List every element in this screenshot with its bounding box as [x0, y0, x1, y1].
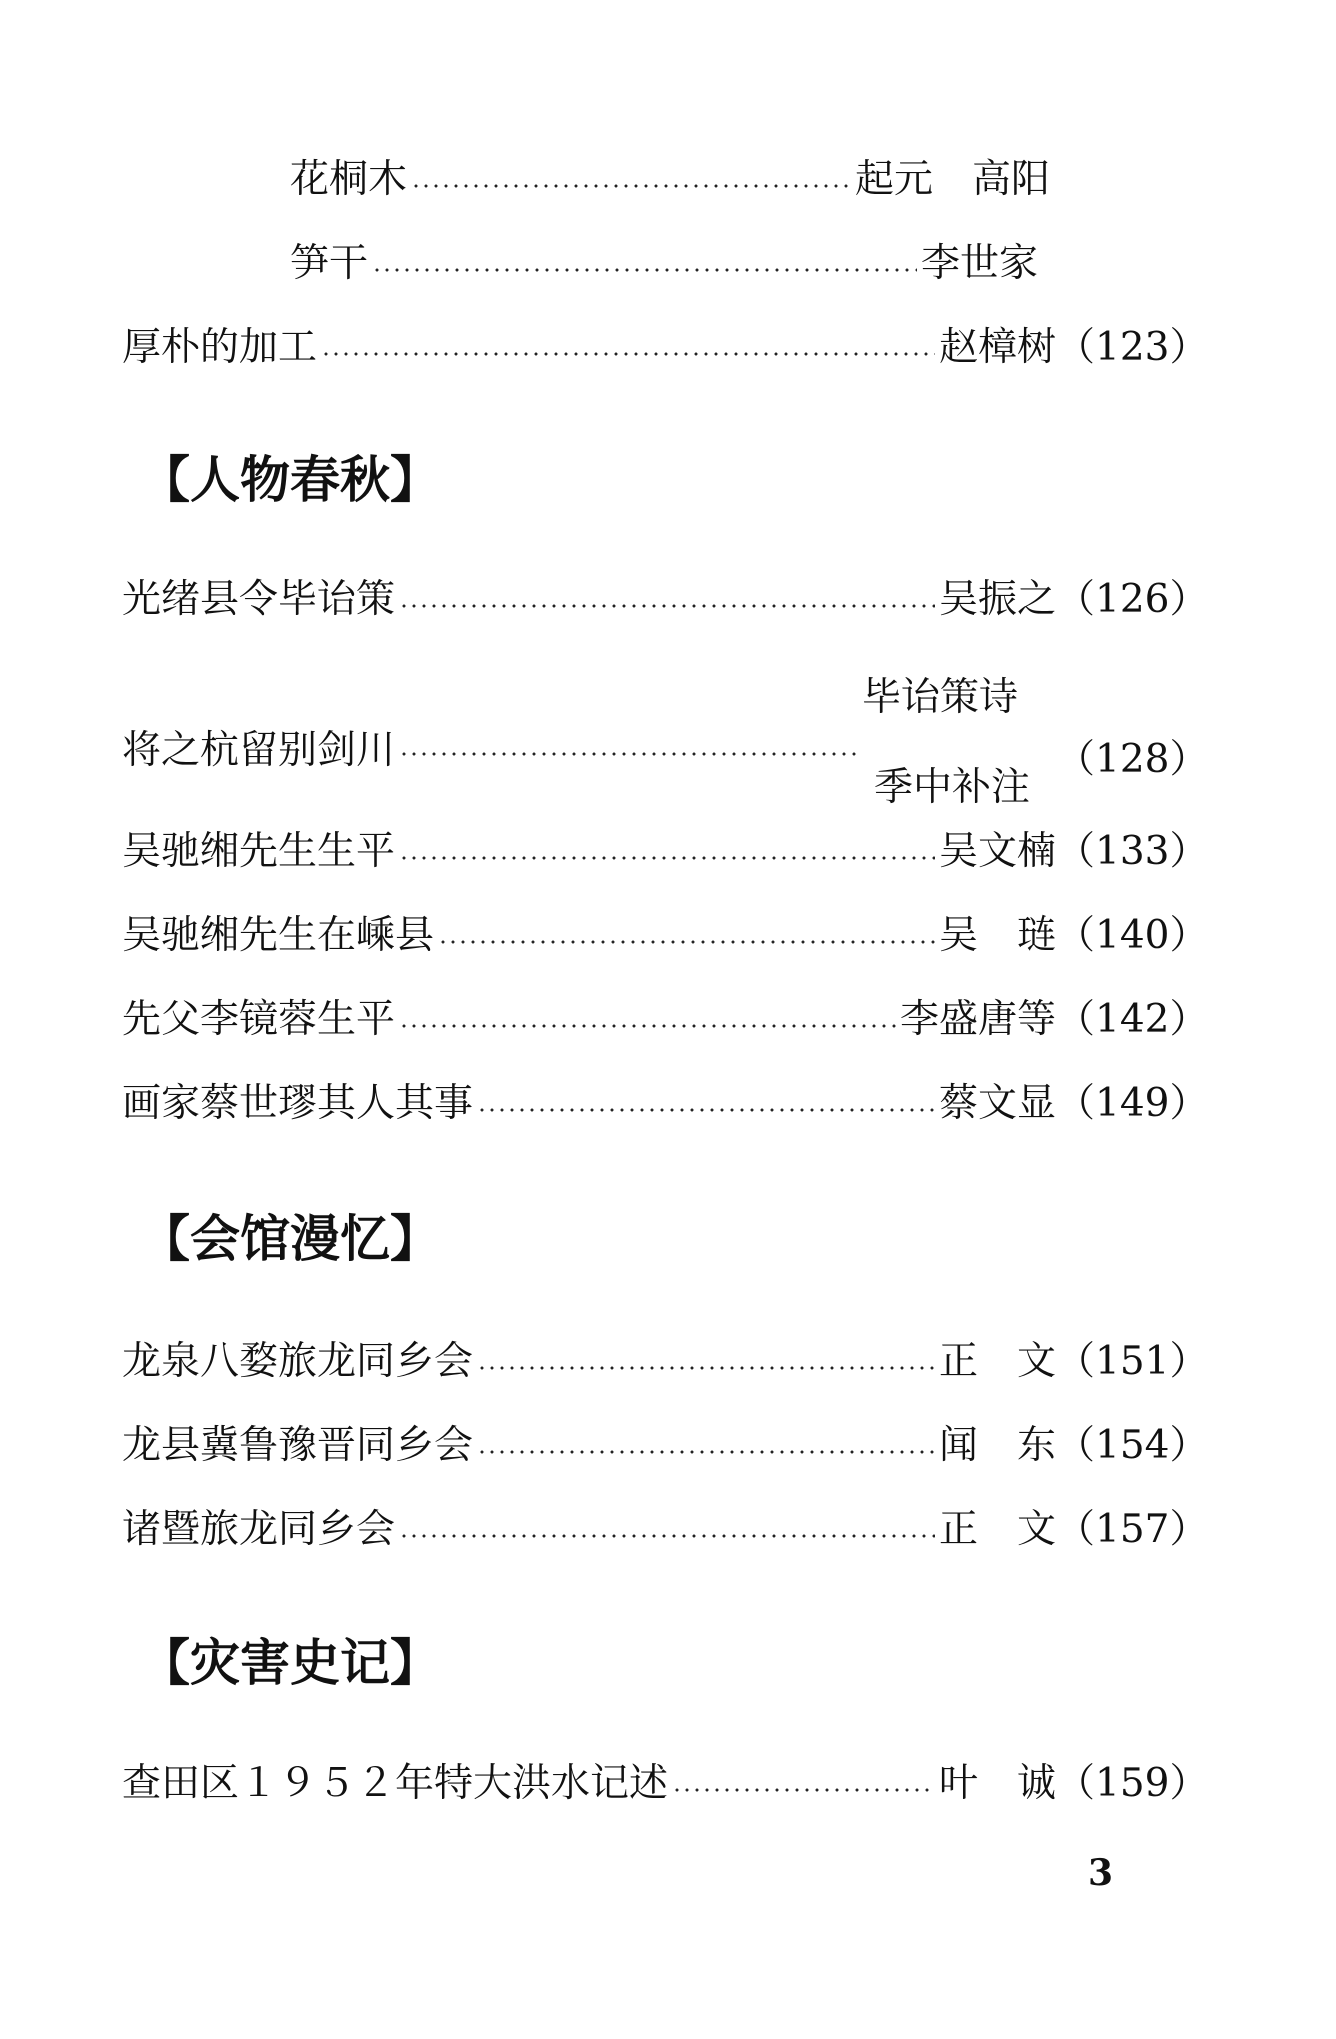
toc-entry: [122, 1752, 1209, 1814]
toc-entry: [290, 232, 1038, 294]
toc-entry: [122, 820, 1209, 882]
toc-entry: [122, 568, 1209, 630]
entry-title: 先父李镜蓉生平: [122, 996, 396, 1042]
dot-leader: [399, 856, 935, 860]
dot-leader: [399, 1024, 896, 1028]
dot-leader: [399, 1534, 935, 1538]
dot-leader: [477, 1366, 935, 1370]
dot-leader: [399, 752, 858, 756]
entry-title: 光绪县令毕诒策: [122, 576, 396, 622]
entry-page: （140）: [1056, 912, 1209, 958]
entry-author: 起元 高阳: [854, 156, 1050, 202]
entry-author: 吴振之: [938, 576, 1056, 622]
toc-entry: [290, 148, 1050, 210]
entry-title: 查田区１９５２年特大洪水记述: [122, 1760, 669, 1806]
entry-page: （151）: [1056, 1338, 1209, 1384]
entry-author-line2: 季中补注: [874, 765, 1031, 810]
entry-page: （123）: [1056, 324, 1209, 370]
entry-page: （154）: [1056, 1422, 1209, 1468]
section-heading: 【会馆漫忆】: [140, 1210, 440, 1268]
entry-title: 厚朴的加工: [122, 324, 318, 370]
dot-leader: [672, 1788, 935, 1792]
entry-title: 画家蔡世璆其人其事: [122, 1080, 474, 1126]
entry-page: （157）: [1056, 1506, 1209, 1552]
entry-author: 正 文: [938, 1506, 1056, 1552]
toc-entry: [122, 1330, 1209, 1392]
entry-author: 赵樟树: [938, 324, 1056, 370]
section-heading: 【灾害史记】: [140, 1634, 440, 1692]
entry-author: 闻 东: [938, 1422, 1056, 1468]
entry-page: （133）: [1056, 828, 1209, 874]
entry-author: 正 文: [938, 1338, 1056, 1384]
page-number: 3: [1088, 1852, 1114, 1894]
section-heading: 【人物春秋】: [140, 451, 440, 509]
entry-title: 笋干: [290, 240, 369, 286]
entry-title: 将之杭留别剑川: [122, 728, 396, 773]
dot-leader: [321, 352, 935, 356]
dot-leader: [477, 1108, 935, 1112]
entry-author: 李世家: [920, 240, 1038, 286]
toc-entry: [122, 988, 1209, 1050]
entry-title: 龙县冀鲁豫晋同乡会: [122, 1422, 474, 1468]
entry-author: 李盛唐等: [899, 996, 1056, 1042]
toc-entry: [122, 316, 1209, 378]
entry-title: 诸暨旅龙同乡会: [122, 1506, 396, 1552]
toc-entry: [122, 1072, 1209, 1134]
dot-leader: [399, 604, 935, 608]
entry-page: （126）: [1056, 576, 1209, 622]
dot-leader: [372, 268, 917, 272]
entry-page: （159）: [1056, 1760, 1209, 1806]
toc-entry: [122, 1498, 1209, 1560]
toc-entry: [122, 1414, 1209, 1476]
entry-page: （128）: [1056, 737, 1209, 782]
entry-author: 蔡文显: [938, 1080, 1056, 1126]
entry-title: 花桐木: [290, 156, 408, 202]
entry-author: 吴 琏: [938, 912, 1056, 958]
entry-title: 龙泉八婺旅龙同乡会: [122, 1338, 474, 1384]
entry-page: （149）: [1056, 1080, 1209, 1126]
entry-author-line1: 毕诒策诗: [862, 675, 1019, 720]
dot-leader: [477, 1450, 935, 1454]
toc-entry-two-line: [122, 666, 1209, 816]
entry-author: 吴文楠: [938, 828, 1056, 874]
entry-title: 吴驰缃先生在嵊县: [122, 912, 435, 958]
entry-title: 吴驰缃先生生平: [122, 828, 396, 874]
dot-leader: [411, 184, 851, 188]
entry-page: （142）: [1056, 996, 1209, 1042]
toc-entry: [122, 904, 1209, 966]
dot-leader: [438, 940, 935, 944]
entry-author: 叶 诚: [938, 1760, 1056, 1806]
